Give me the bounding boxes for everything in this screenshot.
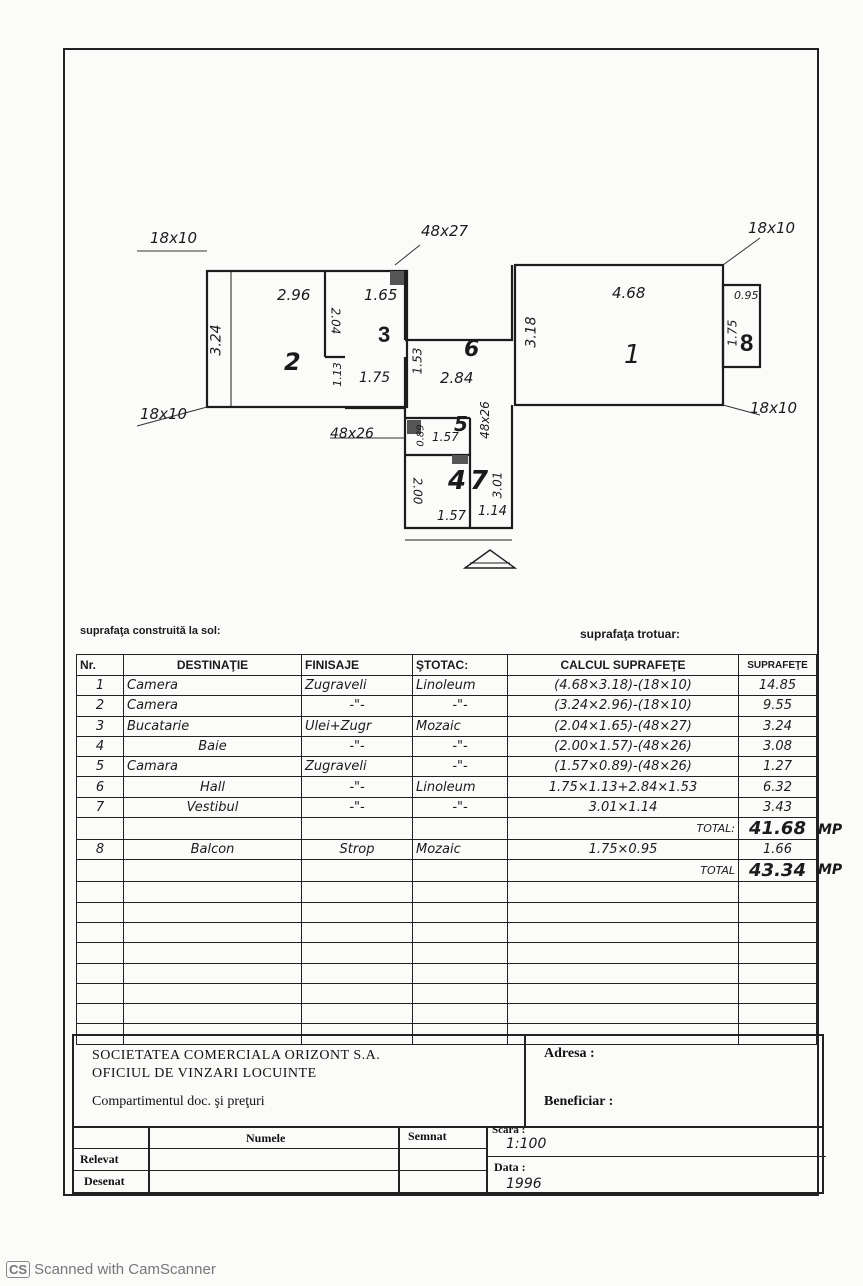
cell-flooring: Mozaic (413, 840, 508, 860)
room-number-3: 3 (378, 322, 391, 347)
cell-destination: Balcon (124, 840, 302, 860)
address-label: Adresa : (544, 1046, 595, 1061)
header-area-calc: CALCUL SUPRAFEŢE (508, 655, 739, 676)
dim-1-14: 1.14 (478, 504, 507, 519)
cell-finishes: Strop (302, 840, 413, 860)
dim-18x10-top-right: 18x10 (748, 219, 796, 237)
cell-empty (508, 1004, 739, 1024)
entrance-marker (465, 550, 515, 568)
cell-empty (124, 1004, 302, 1024)
cell-finishes (302, 860, 413, 882)
cell-empty (77, 882, 124, 902)
cell-finishes: -"- (302, 696, 413, 716)
cell-empty (508, 902, 739, 922)
signature-label: Semnat (408, 1129, 447, 1143)
dim-18x10-right: 18x10 (750, 399, 798, 417)
cell-empty (413, 902, 508, 922)
divider-horizontal (74, 1126, 822, 1128)
cell-area: 1.66 (739, 840, 817, 860)
cell-finishes: Zugraveli (302, 757, 413, 777)
cell-empty (302, 943, 413, 963)
dim-1-75-side: 1.75 (725, 319, 740, 347)
cell-destination: Camera (124, 676, 302, 696)
cell-destination: Camera (124, 696, 302, 716)
cell-area: 3.08 (739, 736, 817, 756)
camscanner-logo-icon: CS (6, 1261, 30, 1278)
cell-destination (124, 860, 302, 882)
room-number-4: 4 (448, 466, 467, 496)
cell-empty (124, 963, 302, 983)
header-finishes: FINISAJE (302, 655, 413, 676)
cell-empty (413, 943, 508, 963)
cell-calc: (3.24×2.96)-(18×10) (508, 696, 739, 716)
cell-nr: 8 (77, 840, 124, 860)
cell-area: 14.85 (739, 676, 817, 696)
cell-finishes: Ulei+Zugr (302, 716, 413, 736)
surface-table (76, 654, 817, 1045)
dim-18x10-top-left: 18x10 (150, 229, 198, 247)
leader-48x27 (395, 245, 420, 265)
cell-empty (77, 902, 124, 922)
cell-empty (508, 963, 739, 983)
cell-empty (739, 922, 817, 942)
cell-destination: Camara (124, 757, 302, 777)
table-row (77, 840, 817, 860)
date-label: Data : (494, 1160, 526, 1174)
cell-flooring (413, 818, 508, 840)
leader-tr (723, 238, 760, 265)
company-office: OFICIUL DE VINZARI LOCUINTE (92, 1066, 317, 1081)
header-nr: Nr. (77, 655, 124, 676)
dim-1-65: 1.65 (364, 286, 398, 304)
table-row-grand-total (77, 860, 817, 882)
divider-scale-col (486, 1126, 488, 1192)
cell-empty (508, 943, 739, 963)
column-hatch-3 (452, 455, 468, 464)
cell-empty (739, 1004, 817, 1024)
cell-empty (508, 922, 739, 942)
cell-calc: (2.00×1.57)-(48×26) (508, 736, 739, 756)
cell-empty (508, 882, 739, 902)
table-row-total (77, 818, 817, 840)
dim-2-04: 2.04 (328, 307, 343, 335)
cell-empty (124, 983, 302, 1003)
cell-empty (124, 943, 302, 963)
cell-destination: Hall (124, 777, 302, 797)
dim-2-96: 2.96 (277, 286, 311, 304)
scanner-watermark (6, 1261, 216, 1278)
divider-sign-col (398, 1126, 400, 1192)
cell-area: 1.27 (739, 757, 817, 777)
cell-finishes: Zugraveli (302, 676, 413, 696)
table-row-empty (77, 943, 817, 963)
table-row (77, 797, 817, 817)
cell-empty (124, 902, 302, 922)
cell-empty (302, 902, 413, 922)
cell-finishes: -"- (302, 736, 413, 756)
cell-flooring: Linoleum (413, 777, 508, 797)
room-number-2: 2 (284, 348, 301, 376)
cell-nr: 3 (77, 716, 124, 736)
room-number-7: 7 (470, 466, 489, 496)
cell-area: 3.43 (739, 797, 817, 817)
dim-2-84: 2.84 (440, 369, 474, 387)
dim-3-24: 3.24 (208, 324, 225, 356)
cell-flooring: -"- (413, 736, 508, 756)
divider-header-row (74, 1148, 486, 1149)
cell-calc: (2.04×1.65)-(48×27) (508, 716, 739, 736)
cell-flooring: Mozaic (413, 716, 508, 736)
cell-nr: 2 (77, 696, 124, 716)
dim-18x10-left: 18x10 (140, 405, 188, 423)
cell-flooring: -"- (413, 797, 508, 817)
unit-mp-2: MP (818, 862, 843, 878)
cell-calc: 3.01×1.14 (508, 797, 739, 817)
cell-nr: 5 (77, 757, 124, 777)
dim-3-18: 3.18 (523, 316, 540, 348)
table-row (77, 777, 817, 797)
cell-destination: Vestibul (124, 797, 302, 817)
title-block (72, 1034, 824, 1194)
department-label: Compartimentul doc. şi preţuri (92, 1094, 265, 1109)
cell-calc: 1.75×1.13+2.84×1.53 (508, 777, 739, 797)
cell-empty (124, 882, 302, 902)
cell-destination: Baie (124, 736, 302, 756)
cell-finishes (302, 818, 413, 840)
dim-4-68: 4.68 (612, 284, 646, 302)
table-row (77, 676, 817, 696)
cell-flooring (413, 860, 508, 882)
header-areas: SUPRAFEŢE (739, 655, 817, 676)
room-number-1: 1 (624, 340, 641, 370)
cell-calc: 1.75×0.95 (508, 840, 739, 860)
cell-empty (413, 963, 508, 983)
cell-area: 6.32 (739, 777, 817, 797)
cell-empty (739, 963, 817, 983)
dim-48x26-left: 48x26 (330, 426, 374, 442)
drawn-label: Desenat (84, 1174, 125, 1188)
table-header-row (77, 655, 817, 676)
cell-nr (77, 860, 124, 882)
cell-empty (302, 1004, 413, 1024)
cell-flooring: -"- (413, 696, 508, 716)
table-row-empty (77, 922, 817, 942)
surveyed-label: Relevat (80, 1152, 119, 1166)
cell-nr (77, 818, 124, 840)
dim-1-75: 1.75 (359, 370, 391, 386)
cell-empty (77, 963, 124, 983)
cell-total-label: TOTAL: (508, 818, 739, 840)
cell-nr: 1 (77, 676, 124, 696)
table-row (77, 736, 817, 756)
scanner-text: Scanned with CamScanner (34, 1261, 216, 1278)
scale-value: 1:100 (506, 1136, 547, 1152)
cell-destination: Bucatarie (124, 716, 302, 736)
names-label: Numele (246, 1131, 286, 1145)
cell-finishes: -"- (302, 797, 413, 817)
unit-mp-1: MP (818, 822, 843, 838)
table-row-empty (77, 983, 817, 1003)
header-flooring: ŞTOTAC: (413, 655, 508, 676)
cell-empty (739, 983, 817, 1003)
sidewalk-area-label: suprafaţa trotuar: (580, 627, 681, 641)
divider-name-col (148, 1126, 150, 1192)
cell-empty (739, 943, 817, 963)
column-hatch-1 (390, 271, 404, 285)
dim-48x26-right: 48x26 (477, 401, 492, 439)
cell-empty (77, 983, 124, 1003)
cell-grand-total-value: 43.34 (739, 860, 817, 882)
cell-nr: 4 (77, 736, 124, 756)
table-row (77, 716, 817, 736)
cell-empty (739, 902, 817, 922)
cell-empty (413, 882, 508, 902)
table-row (77, 757, 817, 777)
dim-0-89: 0.89 (415, 424, 427, 447)
header-destination: DESTINAŢIE (124, 655, 302, 676)
cell-empty (413, 983, 508, 1003)
cell-empty (302, 882, 413, 902)
cell-empty (302, 922, 413, 942)
dim-48x27: 48x27 (421, 222, 469, 240)
date-value: 1996 (506, 1176, 542, 1192)
divider-vertical (524, 1036, 526, 1126)
table-row-empty (77, 963, 817, 983)
built-area-label: suprafaţa construită la sol: (80, 625, 221, 637)
cell-destination (124, 818, 302, 840)
dim-1-13: 1.13 (330, 362, 344, 387)
table-row (77, 696, 817, 716)
table-row-empty (77, 1004, 817, 1024)
dim-1-57-bottom: 1.57 (437, 509, 466, 524)
cell-empty (77, 943, 124, 963)
cell-area: 9.55 (739, 696, 817, 716)
table-row-empty (77, 882, 817, 902)
cell-empty (739, 882, 817, 902)
dim-2-00: 2.00 (410, 477, 425, 505)
dim-0-95: 0.95 (734, 289, 759, 302)
cell-empty (302, 963, 413, 983)
hall-top-wall (405, 265, 512, 340)
cell-flooring: Linoleum (413, 676, 508, 696)
dim-1-53: 1.53 (410, 347, 425, 375)
scale-label: Scara : (492, 1124, 526, 1136)
cell-nr: 6 (77, 777, 124, 797)
cell-empty (124, 922, 302, 942)
cell-empty (77, 922, 124, 942)
cell-total-value: 41.68 (739, 818, 817, 840)
cell-calc: (4.68×3.18)-(18×10) (508, 676, 739, 696)
table-row-empty (77, 902, 817, 922)
cell-finishes: -"- (302, 777, 413, 797)
cell-empty (508, 983, 739, 1003)
dim-1-57-top: 1.57 (432, 430, 459, 444)
company-name: SOCIETATEA COMERCIALA ORIZONT S.A. (92, 1048, 381, 1063)
cell-empty (413, 922, 508, 942)
room-number-6: 6 (464, 337, 480, 362)
cell-nr: 7 (77, 797, 124, 817)
dim-3-01: 3.01 (490, 471, 505, 499)
cell-empty (77, 1004, 124, 1024)
room-number-5: 5 (454, 412, 468, 436)
cell-calc: (1.57×0.89)-(48×26) (508, 757, 739, 777)
cell-grand-total-label: TOTAL (508, 860, 739, 882)
beneficiary-label: Beneficiar : (544, 1094, 614, 1109)
cell-empty (302, 983, 413, 1003)
cell-area: 3.24 (739, 716, 817, 736)
cell-flooring: -"- (413, 757, 508, 777)
divider-relevat-row (74, 1170, 486, 1171)
divider-scale-date (486, 1156, 826, 1157)
cell-empty (413, 1004, 508, 1024)
room-number-8: 8 (740, 330, 754, 357)
